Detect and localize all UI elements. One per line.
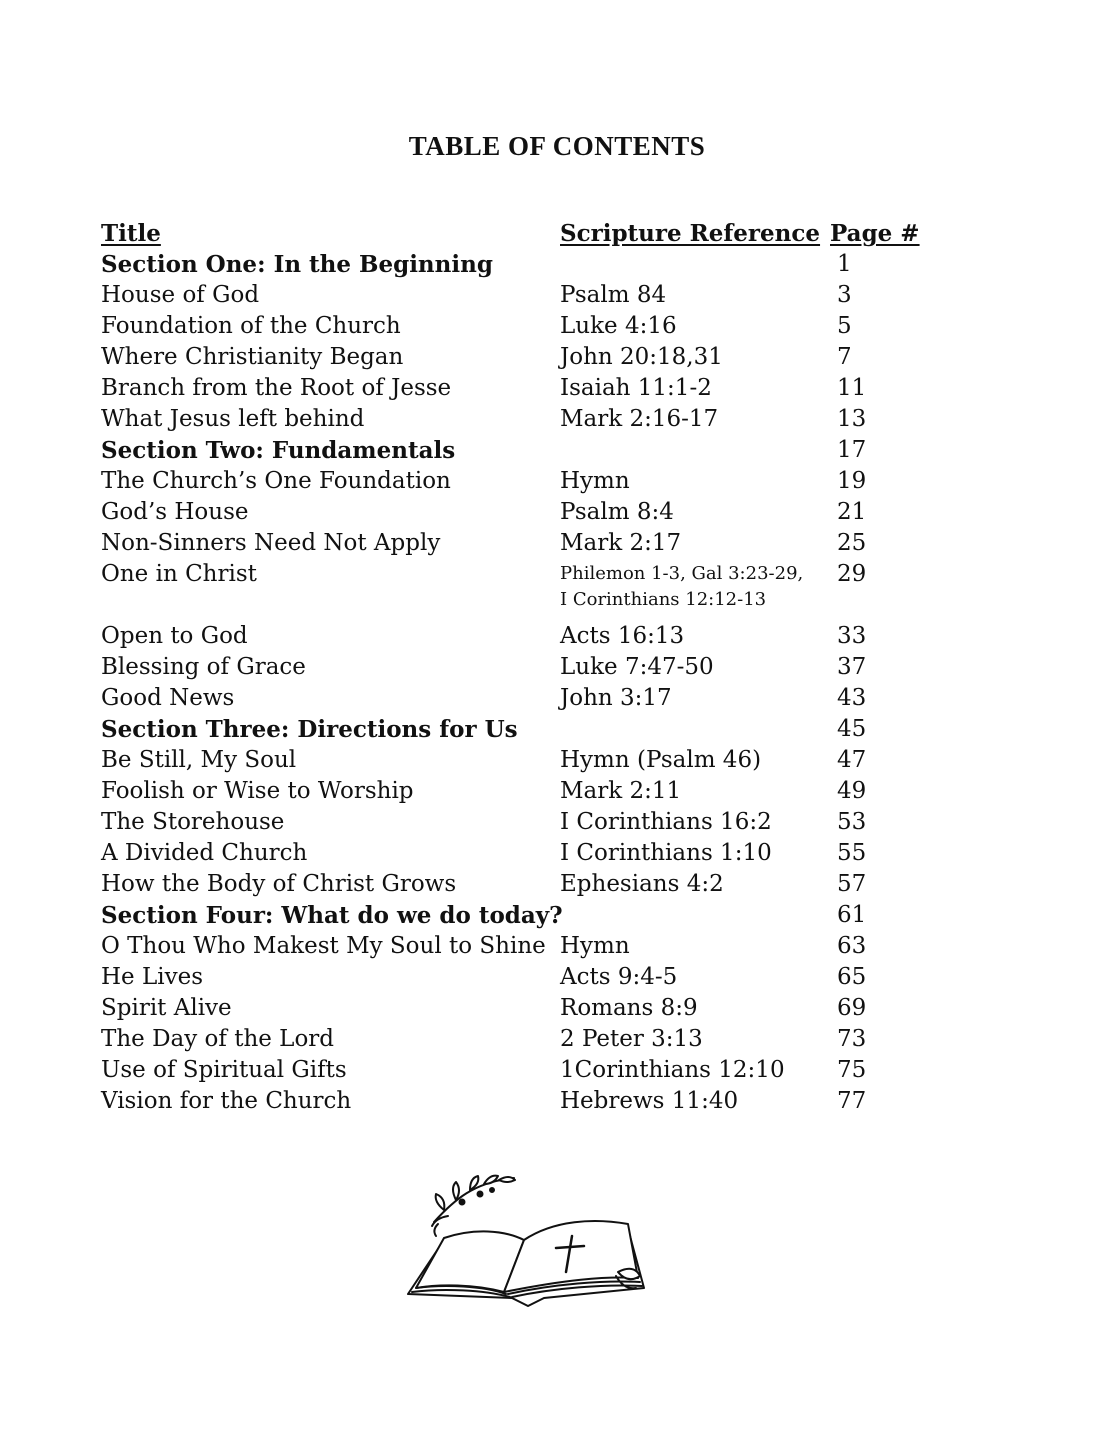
scripture-reference: Psalm 84 [560, 282, 667, 308]
section-title: Section One: In the Beginning [101, 251, 493, 278]
entry-title: The Church’s One Foundation [101, 468, 451, 494]
scripture-reference: Isaiah 11:1-2 [560, 375, 712, 401]
page-number: 43 [837, 685, 867, 711]
page-number: 55 [837, 840, 867, 866]
scripture-reference: Luke 7:47-50 [560, 654, 714, 680]
scripture-reference: Luke 4:16 [560, 313, 677, 339]
toc-entry-row [101, 962, 931, 993]
scripture-reference: I Corinthians 1:10 [560, 840, 772, 866]
table-of-contents [101, 218, 931, 1117]
toc-entry-row [101, 652, 931, 683]
scripture-reference: Psalm 8:4 [560, 499, 674, 525]
entry-title: Vision for the Church [101, 1088, 352, 1114]
toc-entry-row [101, 1055, 931, 1086]
toc-entry-row [101, 869, 931, 900]
open-bible-icon [404, 1160, 652, 1310]
toc-entry-row [101, 342, 931, 373]
section-title: Section Four: What do we do today? [101, 902, 563, 929]
toc-entry-row [101, 745, 931, 776]
toc-section-row [101, 714, 931, 745]
toc-entry-row [101, 497, 931, 528]
toc-entry-row [101, 528, 931, 559]
scripture-reference: John 3:17 [560, 685, 672, 711]
toc-entry-row [101, 931, 931, 962]
page-number: 3 [837, 282, 852, 308]
entry-title: One in Christ [101, 561, 257, 587]
entry-title: Open to God [101, 623, 248, 649]
page-number: 33 [837, 623, 867, 649]
toc-entry-row [101, 1086, 931, 1117]
toc-header-row [101, 218, 931, 249]
page-number: 17 [837, 437, 867, 463]
page-number: 45 [837, 716, 867, 742]
scripture-reference-line: I Corinthians 12:12-13 [560, 589, 767, 610]
entry-title: House of God [101, 282, 260, 308]
section-title: Section Two: Fundamentals [101, 437, 456, 464]
entry-title: How the Body of Christ Grows [101, 871, 457, 897]
entry-title: The Storehouse [101, 809, 285, 835]
scripture-reference: Hebrews 11:40 [560, 1088, 739, 1114]
entry-title: Foundation of the Church [101, 313, 401, 339]
page-number: 61 [837, 902, 867, 928]
page-number: 47 [837, 747, 867, 773]
scripture-reference: Romans 8:9 [560, 995, 698, 1021]
scripture-reference: Hymn (Psalm 46) [560, 747, 762, 773]
scripture-reference: John 20:18,31 [560, 344, 723, 370]
page-number: 13 [837, 406, 867, 432]
entry-title: Blessing of Grace [101, 654, 306, 680]
page-number: 37 [837, 654, 867, 680]
entry-title: What Jesus left behind [101, 406, 365, 432]
page-number: 73 [837, 1026, 867, 1052]
page-number: 7 [837, 344, 852, 370]
header-scripture-reference: Scripture Reference [560, 220, 821, 247]
scripture-reference: Ephesians 4:2 [560, 871, 724, 897]
entry-title: Foolish or Wise to Worship [101, 778, 414, 804]
entry-title: Spirit Alive [101, 995, 232, 1021]
entry-title: A Divided Church [101, 840, 308, 866]
page-number: 19 [837, 468, 867, 494]
scripture-reference: Hymn [560, 468, 630, 494]
toc-entry-row [101, 466, 931, 497]
toc-entry-row [101, 621, 931, 652]
page-number: 21 [837, 499, 867, 525]
entry-title: O Thou Who Makest My Soul to Shine [101, 933, 546, 959]
page-number: 25 [837, 530, 867, 556]
toc-section-row [101, 900, 931, 931]
toc-entry-row [101, 280, 931, 311]
header-page-number: Page # [830, 220, 920, 247]
header-title: Title [101, 220, 161, 247]
scripture-reference: Acts 9:4-5 [560, 964, 678, 990]
toc-entry-row [101, 404, 931, 435]
toc-section-row [101, 249, 931, 280]
page-title: TABLE OF CONTENTS [408, 131, 706, 161]
page-number: 77 [837, 1088, 867, 1114]
toc-section-row [101, 435, 931, 466]
page-number: 11 [837, 375, 867, 401]
toc-entry-row [101, 993, 931, 1024]
toc-entry-row [101, 838, 931, 869]
entry-title: God’s House [101, 499, 249, 525]
entry-title: Be Still, My Soul [101, 747, 297, 773]
toc-entry-row [101, 373, 931, 404]
entry-title: He Lives [101, 964, 204, 990]
toc-rows [101, 249, 931, 1117]
entry-title: Use of Spiritual Gifts [101, 1057, 347, 1083]
scripture-reference: Mark 2:16-17 [560, 406, 719, 432]
entry-title: Where Christianity Began [101, 344, 404, 370]
scripture-reference: 1Corinthians 12:10 [560, 1057, 785, 1083]
page-number: 5 [837, 313, 852, 339]
page-number: 49 [837, 778, 867, 804]
toc-entry-row [101, 807, 931, 838]
page-number: 65 [837, 964, 867, 990]
section-title: Section Three: Directions for Us [101, 716, 518, 743]
entry-title: Branch from the Root of Jesse [101, 375, 452, 401]
page-number: 57 [837, 871, 867, 897]
scripture-reference: Mark 2:17 [560, 530, 682, 556]
toc-entry-row [101, 683, 931, 714]
toc-entry-row [101, 559, 931, 621]
scripture-reference-line: Philemon 1-3, Gal 3:23-29, [560, 563, 804, 584]
page-number: 69 [837, 995, 867, 1021]
page-number: 75 [837, 1057, 867, 1083]
page-number: 63 [837, 933, 867, 959]
page-number: 1 [837, 251, 852, 277]
scripture-reference: Hymn [560, 933, 630, 959]
toc-entry-row [101, 311, 931, 342]
entry-title: Non-Sinners Need Not Apply [101, 530, 441, 556]
scripture-reference: I Corinthians 16:2 [560, 809, 772, 835]
toc-entry-row [101, 776, 931, 807]
entry-title: The Day of the Lord [101, 1026, 335, 1052]
scripture-reference: Acts 16:13 [560, 623, 685, 649]
scripture-reference: 2 Peter 3:13 [560, 1026, 703, 1052]
scripture-reference: Mark 2:11 [560, 778, 682, 804]
entry-title: Good News [101, 685, 235, 711]
toc-entry-row [101, 1024, 931, 1055]
scripture-reference [560, 561, 803, 613]
page-number: 29 [837, 561, 867, 587]
page-number: 53 [837, 809, 867, 835]
